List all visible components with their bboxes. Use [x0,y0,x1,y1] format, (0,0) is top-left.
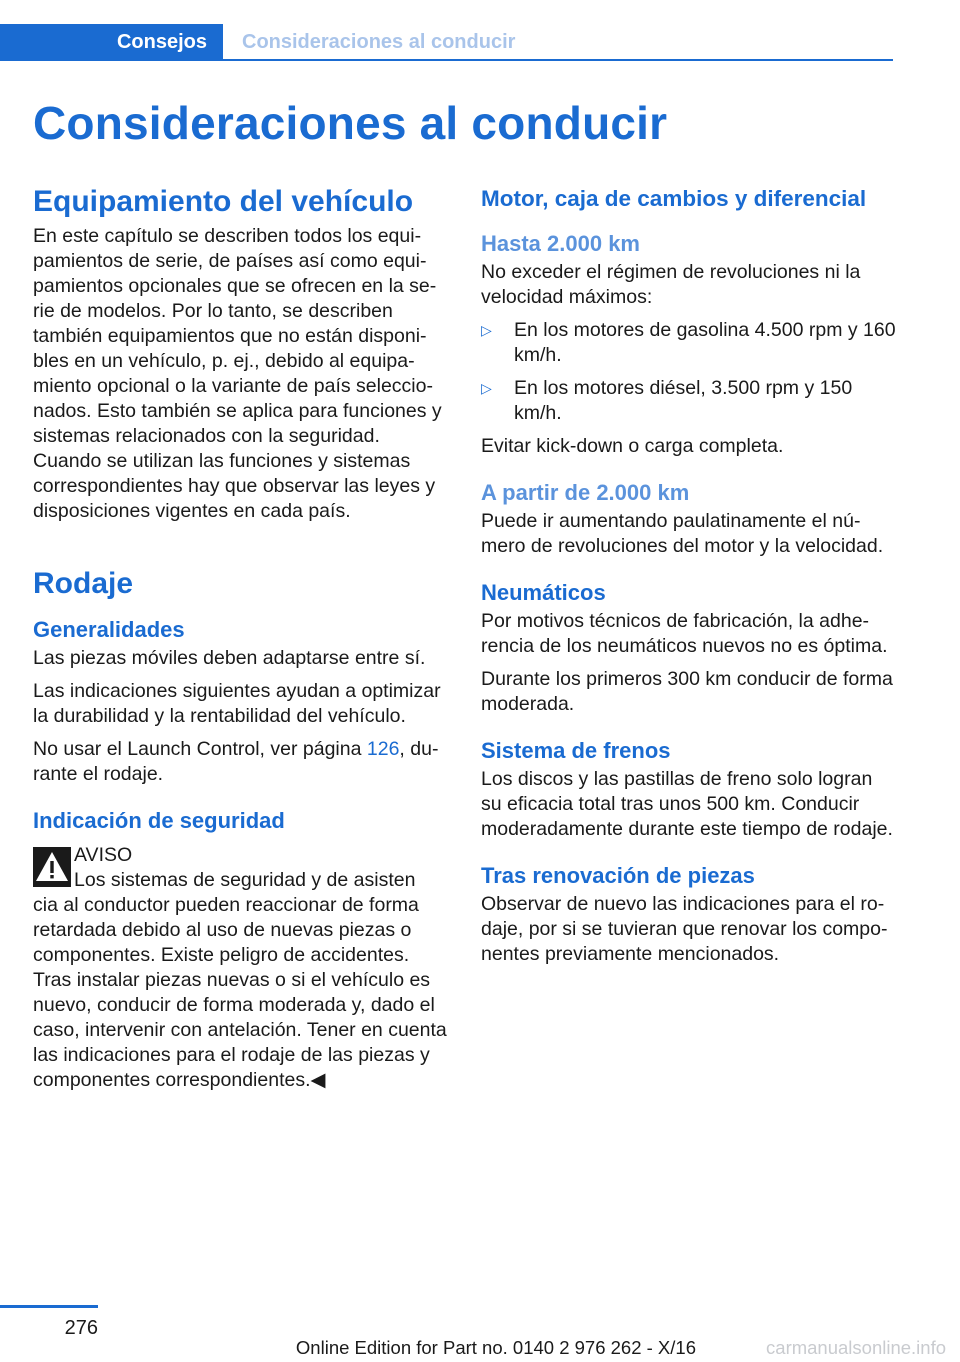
rodaje-heading: Rodaje [33,567,134,600]
warning-block [33,843,449,893]
edition-text: Online Edition for Part no. 0140 2 976 262 - X/16 [295,1337,696,1358]
page-title: Consideraciones al conducir [33,97,668,149]
header-tab-consejos[interactable]: Consejos [0,24,223,60]
warning-text: cia al conductor pueden reaccionar de forma retardada debido al uso de nuevas piezas o componentes. Existe peligro de accidentes. Tras instalar piezas nuevas o si el vehículo es nuevo, conducir de forma moderada y, dado el caso, intervenir con antelación. Tener en cuenta las indicaciones para el rodaje de las piezas y componentes correspondientes.◀ [33,894,447,1091]
safety-heading: Indicación de seguridad [33,808,285,833]
generalidades-heading: Generalidades [33,617,185,642]
frenos-heading: Sistema de frenos [481,738,671,763]
hasta-2000-after: Evitar kick-down o carga completa. [481,435,784,457]
neumaticos-p1: Por motivos técnicos de fabricación, la adherencia de los neumáticos nuevos no es óptima. [481,610,888,657]
generalidades-p2: Las indicaciones siguientes ayudan a optimizar la durabilidad y la rentabilidad del vehículo. [33,680,441,727]
header-bar [0,24,893,62]
a-partir-2000-heading: A partir de 2.000 km [481,480,690,505]
neumaticos-p2: Durante los primeros 300 km conducir de forma moderada. [481,668,893,715]
renovacion-text: Observar de nuevo las indicaciones para el rodaje, por si se tuvieran que renovar los componentes previamente mencionados. [481,893,888,965]
footer-rule [0,1305,98,1308]
page-number: 276 [64,1317,98,1339]
list-item-text: En los motores diésel, 3.500 rpm y 150 km/h. [514,377,853,424]
list-item [481,376,897,426]
header-breadcrumb[interactable]: Consideraciones al conducir [242,31,516,53]
watermark: carmanualsonline.info [766,1337,946,1358]
warning-triangle-icon [33,847,71,887]
triangle-bullet-icon: ▷ [481,322,492,338]
header-rule [0,59,893,61]
launch-control-text-end: , durante el rodaje. [33,738,439,785]
motor-heading: Motor, caja de cambios y diferencial [481,186,867,211]
neumaticos-heading: Neumáticos [481,580,606,605]
generalidades-p3 [33,737,449,787]
list-item [481,318,897,368]
launch-control-text: No usar el Launch Control, ver página [33,738,367,760]
frenos-text: Los discos y las pastillas de freno solo logran su eficacia total tras unos 500 km. Conducir moderadamente durante este tiempo de rodaje. [481,768,893,840]
page-126-link[interactable]: 126 [366,738,400,760]
hasta-2000-text: No exceder el régimen de revoluciones ni la velocidad máximos: [481,261,861,308]
left-column [33,184,449,1093]
generalidades-p1: Las piezas móviles deben adaptarse entre sí. [33,647,426,669]
right-column [481,184,897,967]
rpm-limits-list [481,318,897,426]
triangle-bullet-icon: ▷ [481,380,492,396]
equipment-heading: Equipamiento del vehículo [33,185,414,218]
equipment-text: En este capítulo se describen todos los equipamientos de serie, de países así como equipamientos opcionales que se ofrecen en la serie de modelos. Por lo tanto, se describen también equipamientos que no están disponibles en un vehículo, p. ej., debido al equipamiento opcional o la variante de país seleccionados. Esto también se aplica para funciones y sistemas relacionados con la seguridad. Cuando se utilizan las funciones y sistemas correspondientes hay que observar las leyes y disposiciones vigentes en cada país. [33,225,442,522]
hasta-2000-heading: Hasta 2.000 km [481,231,640,256]
renovacion-heading: Tras renovación de piezas [481,863,755,888]
warning-label: AVISO [74,844,133,866]
list-item-text: En los motores de gasolina 4.500 rpm y 160 km/h. [514,319,896,366]
a-partir-2000-text: Puede ir aumentando paulatinamente el número de revoluciones del motor y la velocidad. [481,510,884,557]
warning-text-lead: Los sistemas de seguridad y de asisten [74,869,416,891]
